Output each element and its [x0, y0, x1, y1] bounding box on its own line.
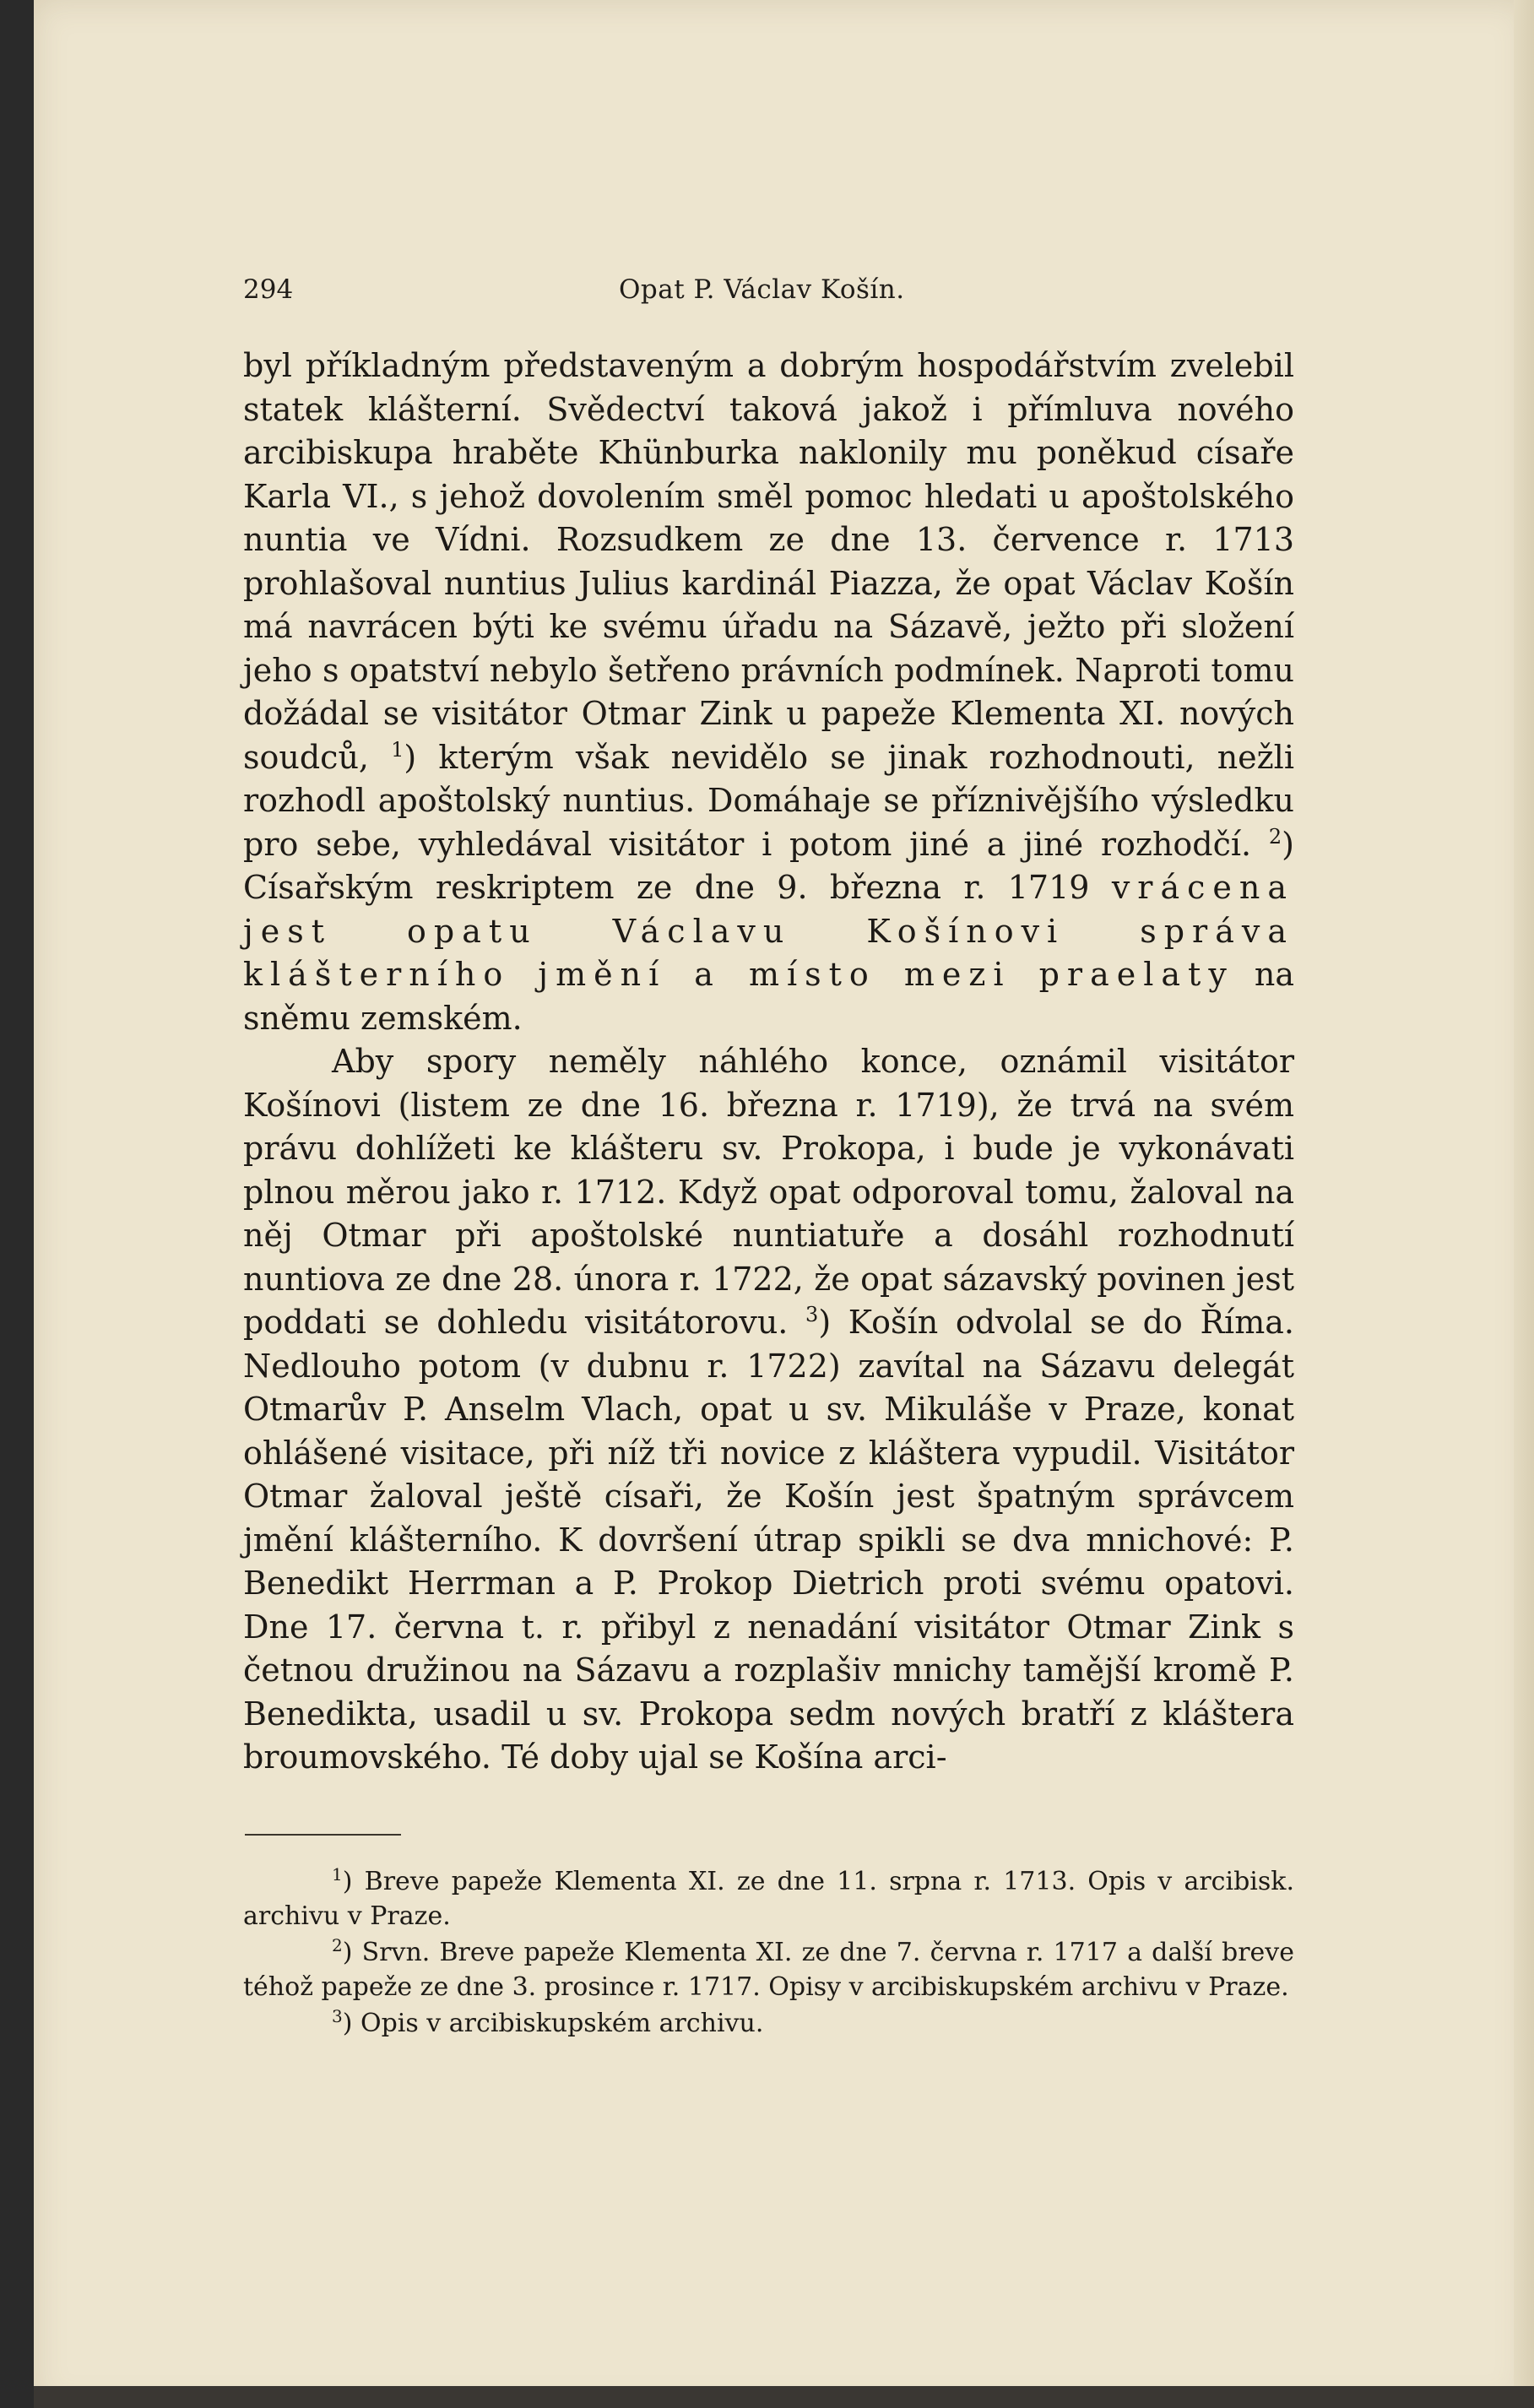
footnote-mark: 3 [332, 2006, 343, 2026]
footnote-text: ) Opis v arcibiskupském archivu. [342, 2009, 764, 2038]
paragraph-1 [243, 344, 1294, 1040]
text-run: ) kterým však nevidělo se jinak rozhodnouti, nežli rozhodl apoštolský nuntius. Domáhaje se příznivějšího výsledku pro sebe, vyhledával visitátor i potom jiné a jiné rozhodčí. [243, 738, 1294, 863]
text-run: ) Košín odvolal se do Říma. Nedlouho potom (v dubnu r. 1722) zavítal na Sázavu delegát Otmarův P. Anselm Vlach, opat u sv. Mikuláše v Praze, konat ohlášené visitace, při níž tři novice z kláštera vypudil. Visitátor Otmar žaloval ještě císaři, že Košín jest špatným správcem jmění klášterního. K dovršení útrap spikli se dva mnichové: P. Benedikt Herrman a P. Prokop Dietrich proti svému opatovi. Dne 17. června t. r. přibyl z nenadání visitátor Otmar Zink s četnou družinou na Sázavu a rozplašiv mnichy tamější kromě P. Benedikta, usadil u sv. Prokopa sedm nových bratří z kláštera broumovského. Té doby ujal se Košína arci- [243, 1304, 1294, 1776]
page-header [243, 274, 1298, 308]
footnote-divider [245, 1834, 401, 1836]
footnote-mark: 1 [332, 1864, 343, 1885]
scan-border [34, 2386, 1534, 2408]
main-text [243, 344, 1294, 1780]
footnote-3 [243, 2006, 1294, 2041]
page-edge [1514, 0, 1534, 2408]
text-run: na sněmu zemském. [243, 956, 1294, 1037]
text-run: Aby spory neměly náhlého konce, oznámil visitátor Košínovi (listem ze dne 16. března r. 1719), že trvá na svém právu dohlížeti ke klášteru sv. Prokopa, i bude je vykonávati plnou měrou jako r. 1712. Když opat odporoval tomu, žaloval na něj Otmar při apoštolské nuntiatuře a dosáhl rozhodnutí nuntiova ze dne 28. února r. 1722, že opat sázavský povinen jest poddati se dohledu visitátorovu. [243, 1043, 1294, 1341]
text-run: byl příkladným představeným a dobrým hospodářstvím zvelebil statek klášterní. Svědectví taková jakož i přímluva nového arcibiskupa hraběte Khünburka naklonily mu poněkud císaře Karla VI., s jehož dovolením směl pomoc hledati u apoštolského nuntia ve Vídni. Rozsudkem ze dne 13. července r. 1713 prohlašoval nuntius Julius kardinál Piazza, že opat Václav Košín má navrácen býti ke svému úřadu na Sázavě, ježto při složení jeho s opatství nebylo šetřeno právních podmínek. Naproti tomu dožádal se visitátor Otmar Zink u papeže Klementa XI. nových soudců, [243, 347, 1294, 776]
footnote-text: ) Breve papeže Klementa XI. ze dne 11. srpna r. 1713. Opis v arcibisk. archivu v Praze. [243, 1867, 1294, 1931]
footnote-mark: 2 [332, 1935, 343, 1955]
emphasized-text: vrácena jest opatu Václavu Košínovi správa klášterního jmění a místo mezi praelaty [243, 869, 1294, 993]
footnotes [243, 1864, 1294, 2042]
footnote-2 [243, 1935, 1294, 2004]
footnote-ref-3: 3 [805, 1303, 819, 1326]
footnote-text: ) Srvn. Breve papeže Klementa XI. ze dne 7. června r. 1717 a další breve téhož papeže ze dne 3. prosince r. 1717. Opisy v arcibiskupském archivu v Praze. [243, 1938, 1294, 2002]
footnote-1 [243, 1864, 1294, 1933]
running-title: Opat P. Václav Košín. [619, 274, 905, 305]
paragraph-2 [243, 1040, 1294, 1780]
footnote-ref-1: 1 [391, 737, 404, 762]
text-run: ) Císařským reskriptem ze dne 9. března r. 1719 [243, 825, 1294, 906]
page-number: 294 [243, 274, 294, 305]
footnote-ref-2: 2 [1268, 824, 1282, 849]
